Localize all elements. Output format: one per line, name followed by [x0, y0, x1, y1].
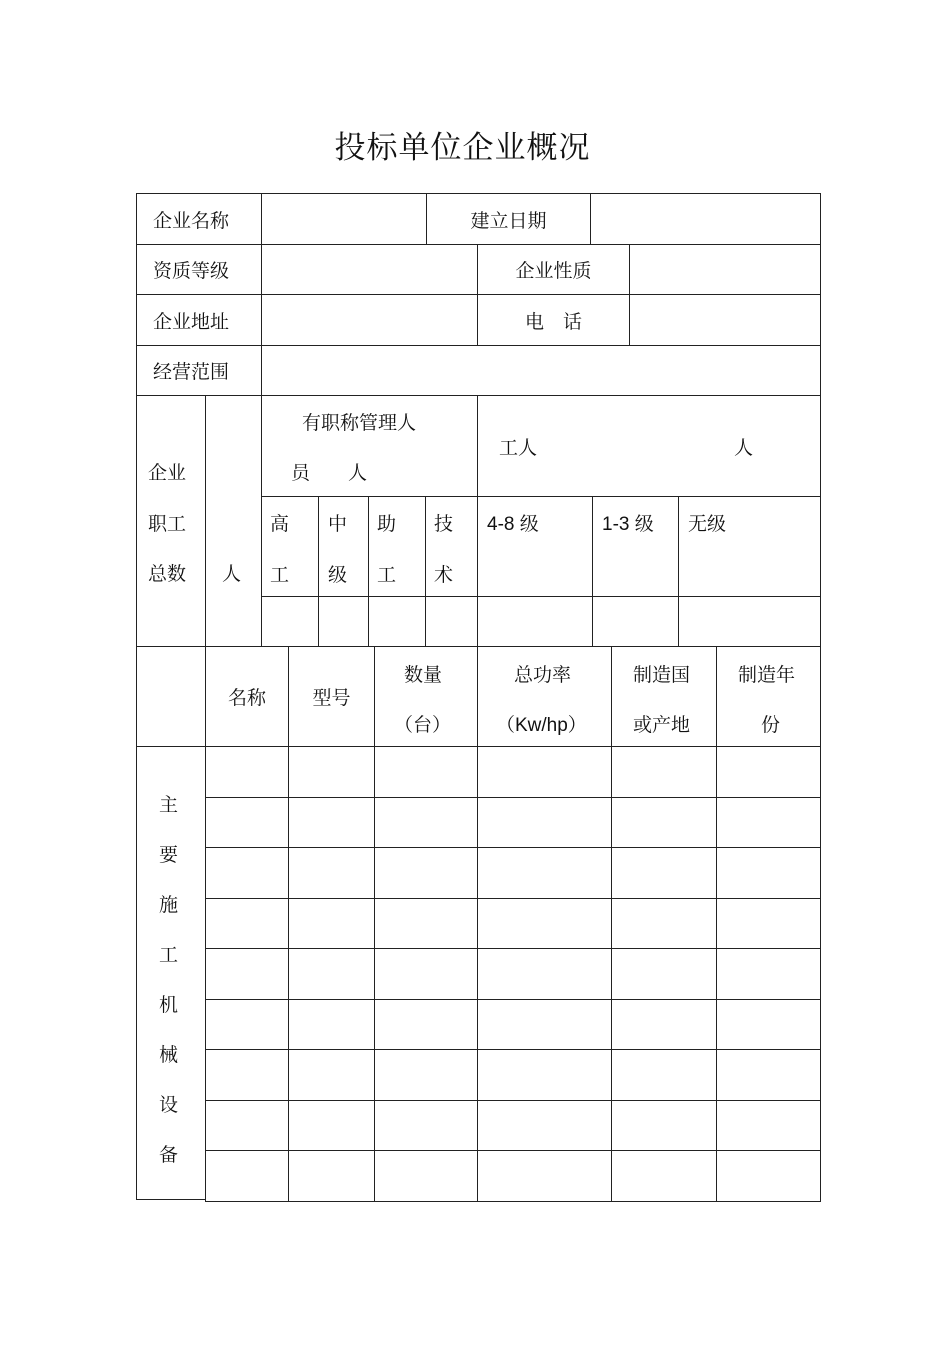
grade-1-3-cell — [592, 496, 679, 597]
side-char-8: 备 — [159, 1144, 179, 1166]
equipment-quantity-field[interactable] — [374, 746, 478, 798]
equipment-quantity-field[interactable] — [374, 999, 478, 1050]
enterprise-name-field[interactable] — [261, 193, 427, 245]
equipment-origin-field[interactable] — [611, 746, 717, 798]
col-model-header — [288, 646, 375, 747]
side-char-4: 工 — [159, 944, 179, 966]
equipment-model-field[interactable] — [288, 847, 375, 899]
page-title: 投标单位企业概况 — [334, 130, 591, 166]
col-origin-label-1: 制造国 — [633, 664, 691, 686]
assistant-count-field[interactable] — [368, 596, 426, 647]
equipment-model-field[interactable] — [288, 746, 375, 798]
equipment-model-field[interactable] — [288, 1100, 375, 1151]
equipment-year-field[interactable] — [716, 797, 821, 848]
equipment-quantity-field[interactable] — [374, 1100, 478, 1151]
title-technician-b: 术 — [434, 564, 454, 586]
equipment-year-field[interactable] — [716, 1150, 821, 1202]
total-staff-label-2: 职工 — [148, 513, 187, 535]
management-staff-label: 有职称管理人 — [302, 412, 417, 434]
equipment-name-field[interactable] — [205, 898, 289, 949]
equipment-year-field[interactable] — [716, 948, 821, 1000]
equipment-quantity-field[interactable] — [374, 1049, 478, 1101]
technician-count-field[interactable] — [425, 596, 478, 647]
equipment-model-field[interactable] — [288, 999, 375, 1050]
workers-cell[interactable] — [477, 395, 821, 497]
enterprise-name-label: 企业名称 — [153, 209, 230, 232]
address-field[interactable] — [261, 294, 478, 346]
equipment-year-field[interactable] — [716, 898, 821, 949]
workers-label: 工人 — [499, 437, 538, 459]
equipment-quantity-field[interactable] — [374, 847, 478, 899]
equipment-power-field[interactable] — [477, 746, 612, 798]
equipment-origin-field[interactable] — [611, 1049, 717, 1101]
title-technician-cell — [425, 496, 478, 597]
grade-4-8-label: 4-8 级 — [487, 514, 539, 535]
title-assistant-a: 助 — [377, 513, 397, 535]
equipment-name-field[interactable] — [205, 1100, 289, 1151]
col-year-header — [716, 646, 821, 747]
total-staff-unit: 人 — [222, 563, 242, 585]
title-assistant-b: 工 — [377, 564, 397, 586]
col-quantity-label-1: 数量 — [404, 664, 443, 686]
management-staff-cell[interactable] — [261, 395, 478, 497]
phone-field[interactable] — [629, 294, 821, 346]
establish-date-label-cell — [426, 193, 591, 245]
equipment-power-field[interactable] — [477, 847, 612, 899]
equipment-power-field[interactable] — [477, 797, 612, 848]
equipment-power-field[interactable] — [477, 1049, 612, 1101]
phone-label: 电 话 — [524, 310, 582, 333]
address-label: 企业地址 — [153, 310, 230, 333]
equipment-origin-field[interactable] — [611, 948, 717, 1000]
equipment-model-field[interactable] — [288, 898, 375, 949]
grade-4-8-cell — [477, 496, 593, 597]
equipment-power-field[interactable] — [477, 898, 612, 949]
equipment-power-field[interactable] — [477, 1150, 612, 1202]
col-power-label-2: （Kw/hp） — [496, 715, 587, 736]
col-name-label: 名称 — [227, 687, 266, 709]
equipment-model-field[interactable] — [288, 1150, 375, 1202]
title-intermediate-a: 中 — [328, 513, 348, 535]
equipment-year-field[interactable] — [716, 1100, 821, 1151]
grade-none-count-field[interactable] — [678, 596, 821, 647]
total-staff-label-cell — [136, 395, 206, 647]
management-staff-unit: 人 — [348, 462, 368, 484]
equipment-power-field[interactable] — [477, 999, 612, 1050]
col-origin-label-2: 或产地 — [633, 714, 691, 736]
total-staff-label-1: 企业 — [148, 462, 187, 484]
equipment-origin-field[interactable] — [611, 1150, 717, 1202]
side-char-6: 械 — [159, 1044, 179, 1066]
col-power-label-1: 总功率 — [514, 664, 572, 686]
title-senior-cell — [261, 496, 319, 597]
equipment-name-field[interactable] — [205, 746, 289, 798]
total-staff-field[interactable] — [205, 395, 262, 647]
nature-label: 企业性质 — [515, 260, 592, 282]
scope-label: 经营范围 — [153, 361, 230, 383]
col-power-header — [477, 646, 612, 747]
title-technician-a: 技 — [434, 513, 454, 535]
equipment-year-field[interactable] — [716, 999, 821, 1050]
qualification-label: 资质等级 — [153, 260, 230, 282]
equipment-name-field[interactable] — [205, 1049, 289, 1101]
equipment-origin-field[interactable] — [611, 1100, 717, 1151]
establish-date-label: 建立日期 — [470, 209, 547, 232]
management-staff-label-2: 员 — [291, 462, 311, 484]
title-intermediate-cell — [318, 496, 369, 597]
equipment-name-field[interactable] — [205, 1150, 289, 1202]
equipment-year-field[interactable] — [716, 1049, 821, 1101]
side-char-2: 要 — [159, 844, 179, 866]
title-assistant-cell — [368, 496, 426, 597]
equipment-year-field[interactable] — [716, 746, 821, 798]
phone-label-cell — [477, 294, 630, 346]
equipment-quantity-field[interactable] — [374, 1150, 478, 1202]
equipment-model-field[interactable] — [288, 797, 375, 848]
workers-unit: 人 — [734, 437, 754, 459]
equipment-quantity-field[interactable] — [374, 898, 478, 949]
grade-none-cell — [678, 496, 821, 597]
equipment-name-field[interactable] — [205, 948, 289, 1000]
equipment-quantity-field[interactable] — [374, 797, 478, 848]
equipment-power-field[interactable] — [477, 1100, 612, 1151]
title-senior-b: 工 — [270, 564, 290, 586]
establish-date-field[interactable] — [590, 193, 821, 245]
qualification-label-cell — [136, 244, 262, 295]
col-year-label-2: 份 — [761, 714, 781, 736]
title-intermediate-b: 级 — [328, 564, 348, 586]
equipment-name-field[interactable] — [205, 847, 289, 899]
equipment-header-blank — [136, 646, 206, 747]
grade-1-3-label: 1-3 级 — [602, 514, 654, 535]
equipment-quantity-field[interactable] — [374, 948, 478, 1000]
side-char-1: 主 — [159, 794, 179, 816]
grade-1-3-count-field[interactable] — [592, 596, 679, 647]
equipment-model-field[interactable] — [288, 1049, 375, 1101]
col-model-label: 型号 — [312, 687, 351, 709]
equipment-origin-field[interactable] — [611, 847, 717, 899]
address-label-cell — [136, 294, 262, 346]
side-char-3: 施 — [159, 894, 179, 916]
nature-field[interactable] — [629, 244, 821, 295]
qualification-field[interactable] — [261, 244, 478, 295]
col-quantity-header — [374, 646, 478, 747]
col-quantity-label-2: （台） — [394, 714, 452, 736]
senior-count-field[interactable] — [261, 596, 319, 647]
intermediate-count-field[interactable] — [318, 596, 369, 647]
equipment-side-label-cell — [136, 746, 206, 1200]
col-origin-header — [611, 646, 717, 747]
grade-none-label: 无级 — [688, 513, 727, 535]
equipment-power-field[interactable] — [477, 948, 612, 1000]
side-char-5: 机 — [159, 994, 179, 1016]
enterprise-name-label-cell — [136, 193, 262, 245]
col-name-header — [205, 646, 289, 747]
equipment-year-field[interactable] — [716, 847, 821, 899]
side-char-7: 设 — [159, 1094, 179, 1116]
scope-field[interactable] — [261, 345, 821, 396]
equipment-origin-field[interactable] — [611, 797, 717, 848]
equipment-origin-field[interactable] — [611, 898, 717, 949]
total-staff-label-3: 总数 — [148, 563, 187, 585]
col-year-label-1: 制造年 — [738, 664, 796, 686]
title-senior-a: 高 — [270, 513, 290, 535]
equipment-model-field[interactable] — [288, 948, 375, 1000]
equipment-name-field[interactable] — [205, 999, 289, 1050]
scope-label-cell — [136, 345, 262, 396]
nature-label-cell — [477, 244, 630, 295]
equipment-origin-field[interactable] — [611, 999, 717, 1050]
equipment-name-field[interactable] — [205, 797, 289, 848]
grade-4-8-count-field[interactable] — [477, 596, 593, 647]
